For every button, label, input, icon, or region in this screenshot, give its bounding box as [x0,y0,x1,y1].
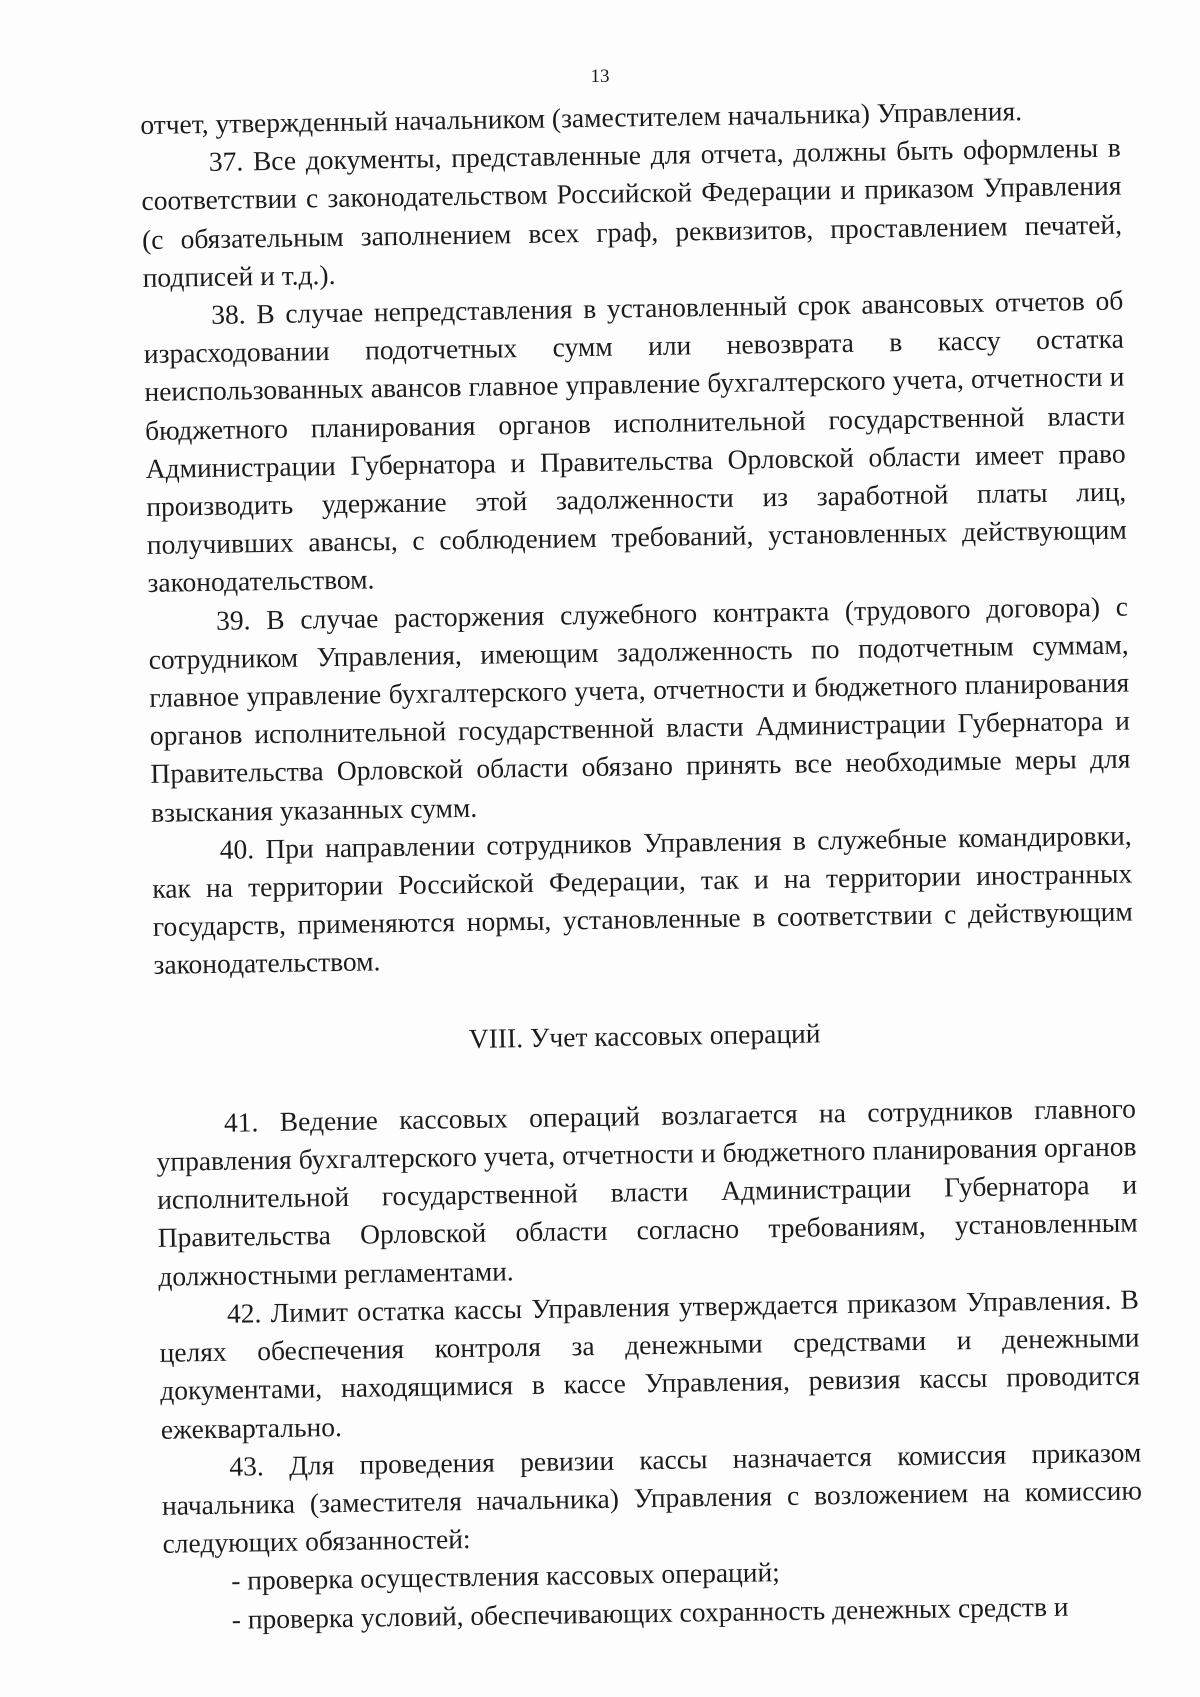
page-number: 13 [590,66,610,87]
paragraph-39: 39. В случае расторжения служебного контракта (трудового договора) с сотрудником Управления, имеющим задолженность по подотчетным суммам, главное управление бухгалтерского учета, отчетности и бюджетного планирования органов исполнительной государственной власти Администрации Губернатора и Правительства Орловской области обязано принять все необходимые меры для взыскания указанных сумм. [148,590,1131,828]
paragraph-40: 40. При направлении сотрудников Управления в служебные командировки, как на территории Российской Федерации, так и на территории иностранных государств, применяются нормы, установленные в соответствии с действующим законодательством. [152,819,1134,981]
section-title: VIII. Учет кассовых операций [468,1017,821,1054]
list-item: - проверка осуществления кассовых операций; [230,1556,781,1597]
paragraph-43: 43. Для проведения ревизии кассы назначается комиссия приказом начальника (заместителя начальника) Управления с возложением на комиссию следующих обязанностей: [161,1436,1143,1559]
paragraph-41: 41. Ведение кассовых операций возлагается на сотрудников главного управления бухгалтерского учета, отчетности и бюджетного планирования органов исполнительной государственной власти Администрации Губернатора и Правительства Орловской области согласно требованиям, установленным должностными регламентами. [156,1092,1138,1292]
paragraph-38: 38. В случае непредставления в установленный срок авансовых отчетов об израсходовании подотчетных сумм или невозврата в кассу остатка неиспользованных авансов главное управление бухгалтерского учета, отчетности и бюджетного планирования органов исполнительной государственной власти Администрации Губернатора и Правительства Орловской области имеет право производить удержание этой задолженности из заработной платы лиц, получивших авансы, с соблюдением требований, установленных действующим законодательством. [143,284,1128,599]
paragraph-42: 42. Лимит остатка кассы Управления утверждается приказом Управления. В целях обеспечения контроля за денежными средствами и денежными документами, находящимися в кассе Управления, ревизия кассы проводится ежеквартально. [159,1283,1141,1445]
paragraph-37: 37. Все документы, представленные для отчета, должны быть оформлены в соответствии с законодательством Российской Федерации и приказом Управления (с обязательным заполнением всех граф, реквизитов, проставлением печатей, подписей и т.д.). [141,131,1123,293]
paragraph-continuation: отчет, утвержденный начальником (заместителем начальника) Управления. [140,95,1023,140]
list-item: - проверка условий, обеспечивающих сохранность денежных средств и [231,1590,1069,1635]
document-body [140,91,1144,1640]
